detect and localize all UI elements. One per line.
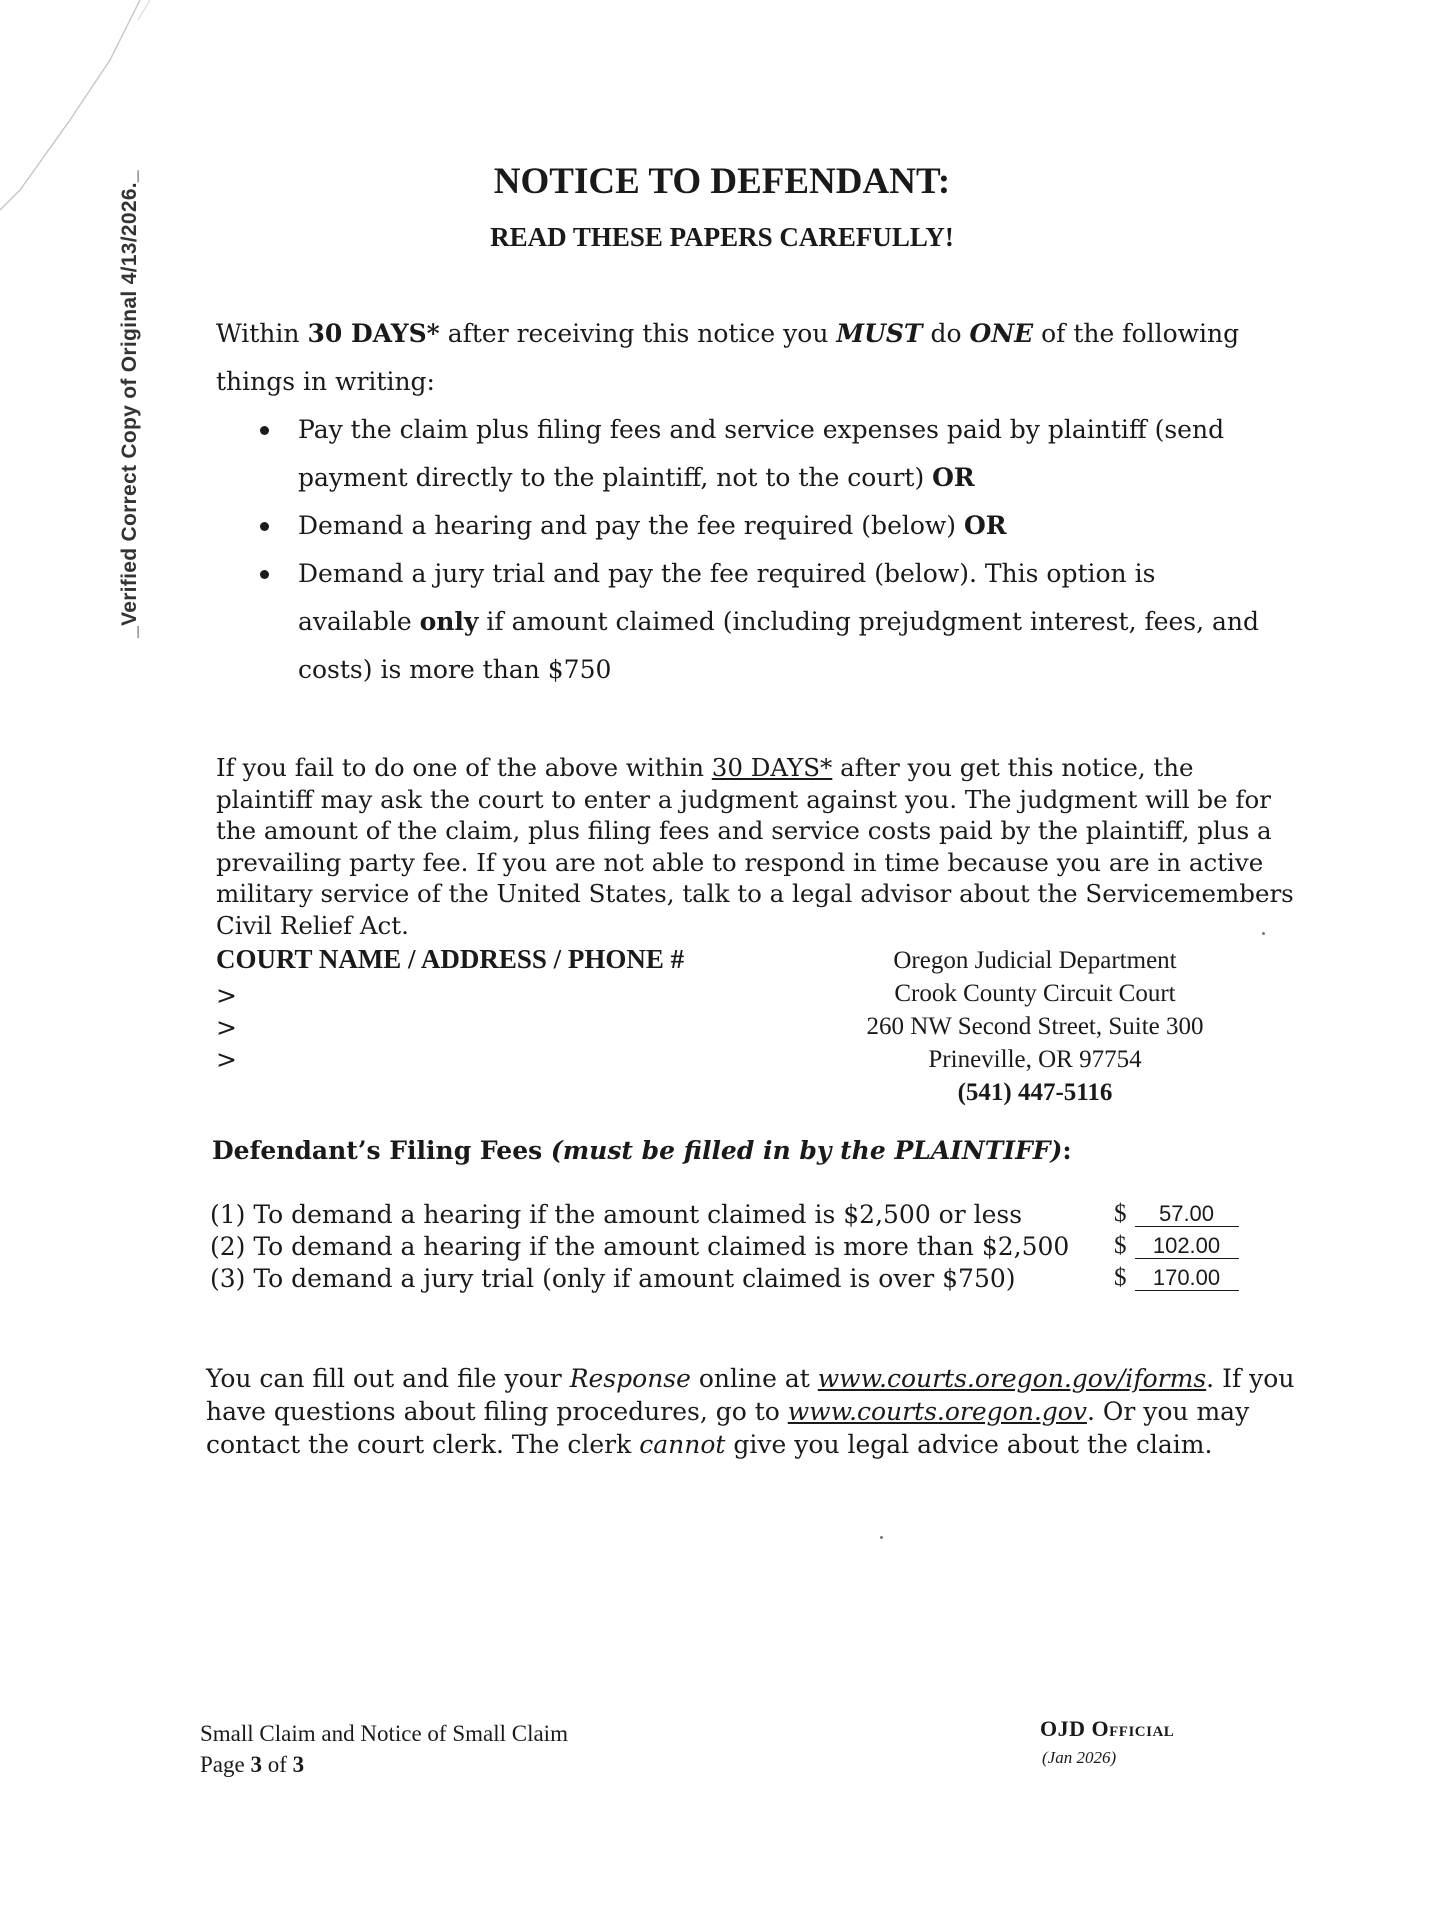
online-text: give you legal advice about the claim. xyxy=(725,1430,1213,1459)
arrow-marker: > xyxy=(216,981,237,1010)
currency-sign: $ xyxy=(1114,1264,1127,1291)
scan-speck xyxy=(880,1536,883,1539)
fee-amount-jury-trial xyxy=(1114,1264,1239,1292)
fee-row-jury-trial: (3) To demand a jury trial (only if amount claimed is over $750) xyxy=(210,1264,1016,1293)
fees-heading-text: Defendant’s Filing Fees xyxy=(212,1136,551,1165)
form-name: Small Claim and Notice of Small Claim xyxy=(200,1721,568,1746)
online-cannot: cannot xyxy=(639,1430,726,1459)
option-or: OR xyxy=(964,511,1007,540)
fee-value: 57.00 xyxy=(1135,1202,1239,1227)
court-city: Prineville, OR 97754 xyxy=(928,1046,1142,1073)
court-name: Crook County Circuit Court xyxy=(894,980,1176,1007)
court-phone: (541) 447-5116 xyxy=(957,1079,1113,1106)
notice-title: NOTICE TO DEFENDANT: xyxy=(493,161,951,202)
courts-link[interactable]: www.courts.oregon.gov xyxy=(787,1397,1087,1426)
page-number xyxy=(200,1749,568,1780)
currency-sign: $ xyxy=(1114,1232,1127,1259)
page-prefix: Page xyxy=(200,1752,251,1777)
verification-stamp: _Verified Correct Copy of Original 4/13/2026._ xyxy=(118,170,141,638)
option-jury-trial xyxy=(216,550,1276,694)
fees-heading-note: (must be filled in by the PLAINTIFF) xyxy=(550,1136,1063,1165)
fee-row-hearing-small: (1) To demand a hearing if the amount claimed is $2,500 or less xyxy=(210,1200,1023,1229)
option-text: Demand a jury trial and pay the fee required (below). This option is available xyxy=(298,559,1156,636)
fail-text: If you fail to do one of the above within xyxy=(216,753,712,782)
intro-text: do xyxy=(922,319,970,348)
page-num: 3 xyxy=(250,1752,262,1777)
bullet-icon xyxy=(260,522,269,531)
intro-one: ONE xyxy=(969,319,1034,348)
bullet-icon xyxy=(260,570,269,579)
option-text: Pay the claim plus filing fees and service expenses paid by plaintiff (send payment directly to the plaintiff, not to the court) xyxy=(298,415,1225,492)
form-version: (Jan 2026) xyxy=(1042,1748,1117,1767)
notice-subtitle: READ THESE PAPERS CAREFULLY! xyxy=(490,222,954,252)
court-address-block xyxy=(850,944,1220,1109)
online-text: . If you have questions about filing procedures, go to xyxy=(206,1364,1295,1426)
online-text: You can fill out and file your xyxy=(206,1364,570,1393)
court-arrows xyxy=(216,980,237,1076)
bullet-icon xyxy=(260,426,269,435)
option-pay-claim xyxy=(216,406,1276,502)
option-or: OR xyxy=(932,463,975,492)
option-text: Demand a hearing and pay the fee required (below) xyxy=(298,511,965,540)
court-heading: COURT NAME / ADDRESS / PHONE # xyxy=(216,944,685,974)
fees-heading xyxy=(212,1136,1072,1165)
intro-must: MUST xyxy=(836,319,923,348)
fee-value: 170.00 xyxy=(1135,1266,1239,1291)
online-text: online at xyxy=(690,1364,818,1393)
online-filing-paragraph xyxy=(206,1362,1296,1461)
ojd-footer xyxy=(1040,1716,1174,1768)
intro-days: 30 DAYS* xyxy=(307,319,440,348)
option-text: if amount claimed (including prejudgment interest, fees, and costs) is more than $750 xyxy=(298,607,1260,684)
intro-text: after receiving this notice you xyxy=(439,319,837,348)
arrow-marker: > xyxy=(216,1013,237,1042)
intro-text: Within xyxy=(216,319,308,348)
court-dept: Oregon Judicial Department xyxy=(893,947,1177,974)
fees-heading-colon: : xyxy=(1062,1136,1072,1165)
fee-value: 102.00 xyxy=(1135,1234,1239,1259)
scan-speck xyxy=(1262,932,1265,935)
online-text: . Or you may contact the court clerk. The clerk xyxy=(206,1397,1250,1459)
form-footer xyxy=(200,1718,568,1780)
response-options-list xyxy=(216,406,1276,694)
currency-sign: $ xyxy=(1114,1200,1127,1227)
court-street: 260 NW Second Street, Suite 300 xyxy=(866,1013,1204,1040)
iforms-link[interactable]: www.courts.oregon.gov/iforms xyxy=(817,1364,1207,1393)
intro-text: of the following things in writing: xyxy=(216,319,1240,396)
page-of: of xyxy=(261,1752,293,1777)
fee-row-hearing-large: (2) To demand a hearing if the amount claimed is more than $2,500 xyxy=(210,1232,1070,1261)
fee-amount-hearing-small xyxy=(1114,1200,1239,1228)
online-response: Response xyxy=(569,1364,691,1393)
intro-paragraph xyxy=(216,310,1276,406)
option-demand-hearing xyxy=(216,502,1276,550)
option-only: only xyxy=(419,607,479,636)
ojd-official-label: OJD Official xyxy=(1040,1716,1175,1741)
fail-text: after you get this notice, the plaintiff may ask the court to enter a judgment against you. The judgment will be for the amount of the claim, plus filing fees and service costs paid by the plaintiff, plus a prevailing party fee. If you are not able to respond in time because you are in active military service of the United States, talk to a legal advisor about the Servicemembers Civil Relief Act. xyxy=(216,753,1294,940)
arrow-marker: > xyxy=(216,1045,237,1074)
fee-amount-hearing-large xyxy=(1114,1232,1239,1260)
default-judgment-paragraph xyxy=(216,752,1296,941)
page-total: 3 xyxy=(292,1752,305,1777)
fail-days: 30 DAYS* xyxy=(711,753,833,782)
